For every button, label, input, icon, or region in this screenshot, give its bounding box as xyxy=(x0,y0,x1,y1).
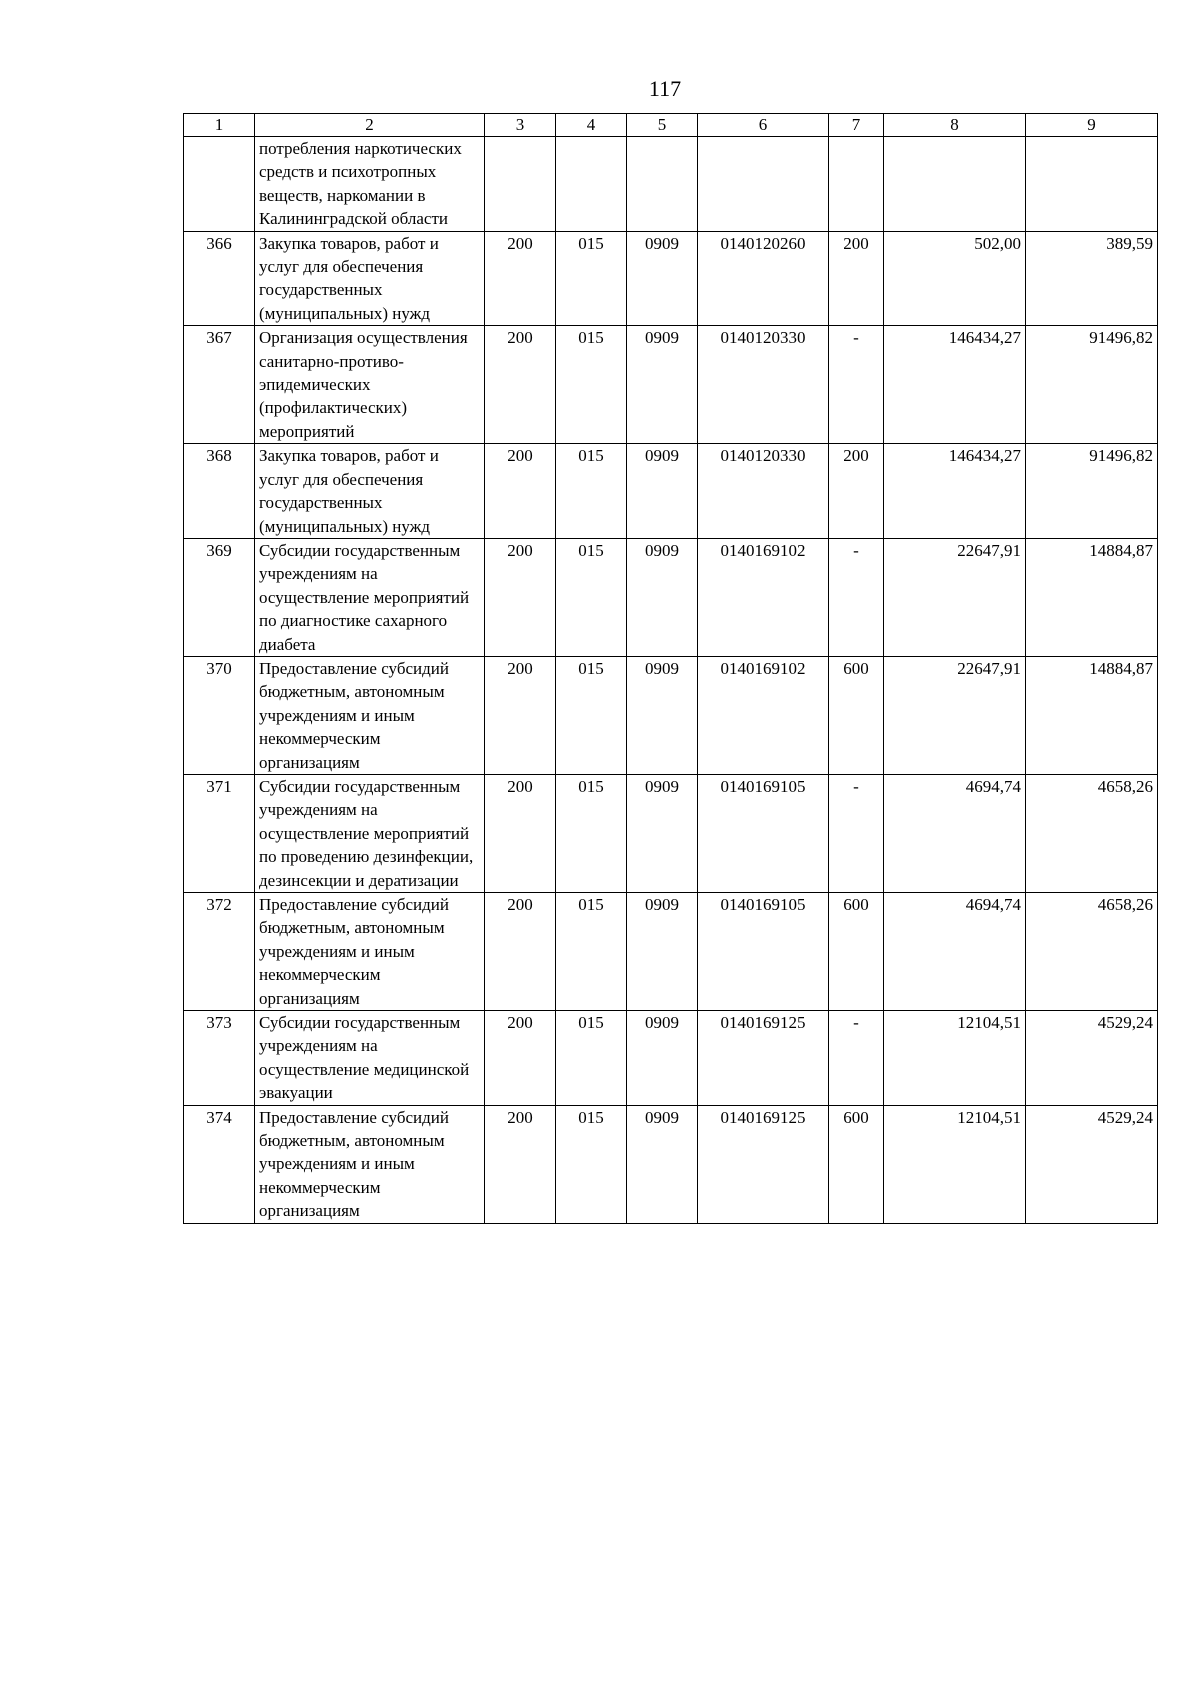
table-row xyxy=(184,1105,1158,1223)
cell-col7: - xyxy=(829,1011,884,1106)
row-number: 369 xyxy=(184,538,255,656)
cell-col7: 200 xyxy=(829,444,884,539)
col-header-4: 4 xyxy=(556,114,627,137)
cell-col8: 12104,51 xyxy=(884,1011,1026,1106)
cell-col4: 015 xyxy=(556,326,627,444)
cell-col4: 015 xyxy=(556,893,627,1011)
cell-col5: 0909 xyxy=(627,444,698,539)
table-row xyxy=(184,1011,1158,1106)
cell-col4: 015 xyxy=(556,1011,627,1106)
cell-col7: - xyxy=(829,326,884,444)
cell-col5: 0909 xyxy=(627,326,698,444)
cell-col6: 0140169125 xyxy=(698,1105,829,1223)
table-row xyxy=(184,774,1158,892)
col-header-2: 2 xyxy=(255,114,485,137)
cell-col8: 22647,91 xyxy=(884,538,1026,656)
cell-col7: 600 xyxy=(829,656,884,774)
cell-col6: 0140120330 xyxy=(698,444,829,539)
cell-col8: 22647,91 xyxy=(884,656,1026,774)
cell-col6: 0140169102 xyxy=(698,656,829,774)
cell-col9: 14884,87 xyxy=(1026,656,1158,774)
row-name: Субсидии государственным учреждениям на осуществление мероприятий по проведению дезинфекции, дезинсекции и дератизации xyxy=(255,774,485,892)
table-body xyxy=(184,137,1158,1224)
cell-col7: 600 xyxy=(829,1105,884,1223)
page-number: 117 xyxy=(648,76,682,101)
cell-col6 xyxy=(698,137,829,232)
cell-col7: - xyxy=(829,774,884,892)
cell-col4: 015 xyxy=(556,231,627,326)
cell-col3: 200 xyxy=(485,774,556,892)
cell-col9: 389,59 xyxy=(1026,231,1158,326)
row-number: 371 xyxy=(184,774,255,892)
cell-col9: 14884,87 xyxy=(1026,538,1158,656)
cell-col9: 91496,82 xyxy=(1026,444,1158,539)
continuation-row xyxy=(184,137,1158,232)
table-row xyxy=(184,326,1158,444)
cell-col4: 015 xyxy=(556,774,627,892)
row-name: Предоставление субсидий бюджетным, автономным учреждениям и иным некоммерческим организациям xyxy=(255,1105,485,1223)
col-header-3: 3 xyxy=(485,114,556,137)
cell-col8: 12104,51 xyxy=(884,1105,1026,1223)
cell-col5: 0909 xyxy=(627,893,698,1011)
table-row xyxy=(184,656,1158,774)
col-header-7: 7 xyxy=(829,114,884,137)
cell-col6: 0140120260 xyxy=(698,231,829,326)
cell-col3: 200 xyxy=(485,538,556,656)
row-name: Закупка товаров, работ и услуг для обеспечения государственных (муниципальных) нужд xyxy=(255,444,485,539)
cell-col3: 200 xyxy=(485,231,556,326)
col-header-5: 5 xyxy=(627,114,698,137)
col-header-8: 8 xyxy=(884,114,1026,137)
col-header-1: 1 xyxy=(184,114,255,137)
cell-col9: 4658,26 xyxy=(1026,774,1158,892)
cell-col8: 502,00 xyxy=(884,231,1026,326)
row-number: 370 xyxy=(184,656,255,774)
cell-col3 xyxy=(485,137,556,232)
cell-col3: 200 xyxy=(485,326,556,444)
row-number: 374 xyxy=(184,1105,255,1223)
cell-col6: 0140169125 xyxy=(698,1011,829,1106)
cell-col8: 146434,27 xyxy=(884,444,1026,539)
row-number: 367 xyxy=(184,326,255,444)
table-row xyxy=(184,538,1158,656)
col-header-6: 6 xyxy=(698,114,829,137)
cell-col9: 4529,24 xyxy=(1026,1011,1158,1106)
cell-col5: 0909 xyxy=(627,538,698,656)
row-name: Субсидии государственным учреждениям на осуществление мероприятий по диагностике сахарного диабета xyxy=(255,538,485,656)
cell-col7 xyxy=(829,137,884,232)
cell-col8: 4694,74 xyxy=(884,774,1026,892)
cell-col7: 600 xyxy=(829,893,884,1011)
row-name: Закупка товаров, работ и услуг для обеспечения государственных (муниципальных) нужд xyxy=(255,231,485,326)
col-header-9: 9 xyxy=(1026,114,1158,137)
cell-col4: 015 xyxy=(556,538,627,656)
cell-col5: 0909 xyxy=(627,774,698,892)
cell-col3: 200 xyxy=(485,893,556,1011)
cell-col7: - xyxy=(829,538,884,656)
cell-col9 xyxy=(1026,137,1158,232)
cell-col5: 0909 xyxy=(627,656,698,774)
cell-col6: 0140169105 xyxy=(698,774,829,892)
cell-col4: 015 xyxy=(556,1105,627,1223)
cell-col4 xyxy=(556,137,627,232)
table-row xyxy=(184,231,1158,326)
row-number: 366 xyxy=(184,231,255,326)
cell-col3: 200 xyxy=(485,656,556,774)
cell-col5 xyxy=(627,137,698,232)
cell-col8: 146434,27 xyxy=(884,326,1026,444)
header-row xyxy=(184,114,1158,137)
cell-col3: 200 xyxy=(485,444,556,539)
row-name: Предоставление субсидий бюджетным, автономным учреждениям и иным некоммерческим организациям xyxy=(255,893,485,1011)
cell-col9: 4529,24 xyxy=(1026,1105,1158,1223)
cell-col9: 4658,26 xyxy=(1026,893,1158,1011)
table-row xyxy=(184,893,1158,1011)
budget-table xyxy=(183,113,1158,1224)
cell-col5: 0909 xyxy=(627,1105,698,1223)
cell-col3: 200 xyxy=(485,1011,556,1106)
cell-col9: 91496,82 xyxy=(1026,326,1158,444)
cell-col4: 015 xyxy=(556,656,627,774)
row-name: потребления наркотических средств и психотропных веществ, наркомании в Калининградской области xyxy=(255,137,485,232)
cell-col4: 015 xyxy=(556,444,627,539)
table-row xyxy=(184,444,1158,539)
cell-col6: 0140120330 xyxy=(698,326,829,444)
cell-col7: 200 xyxy=(829,231,884,326)
row-number: 368 xyxy=(184,444,255,539)
row-number: 372 xyxy=(184,893,255,1011)
row-number xyxy=(184,137,255,232)
cell-col5: 0909 xyxy=(627,1011,698,1106)
cell-col8: 4694,74 xyxy=(884,893,1026,1011)
cell-col3: 200 xyxy=(485,1105,556,1223)
cell-col8 xyxy=(884,137,1026,232)
row-name: Организация осуществления санитарно-противо-эпидемических (профилактических) мероприятий xyxy=(255,326,485,444)
row-name: Предоставление субсидий бюджетным, автономным учреждениям и иным некоммерческим организациям xyxy=(255,656,485,774)
row-name: Субсидии государственным учреждениям на осуществление медицинской эвакуации xyxy=(255,1011,485,1106)
cell-col6: 0140169105 xyxy=(698,893,829,1011)
cell-col5: 0909 xyxy=(627,231,698,326)
row-number: 373 xyxy=(184,1011,255,1106)
cell-col6: 0140169102 xyxy=(698,538,829,656)
